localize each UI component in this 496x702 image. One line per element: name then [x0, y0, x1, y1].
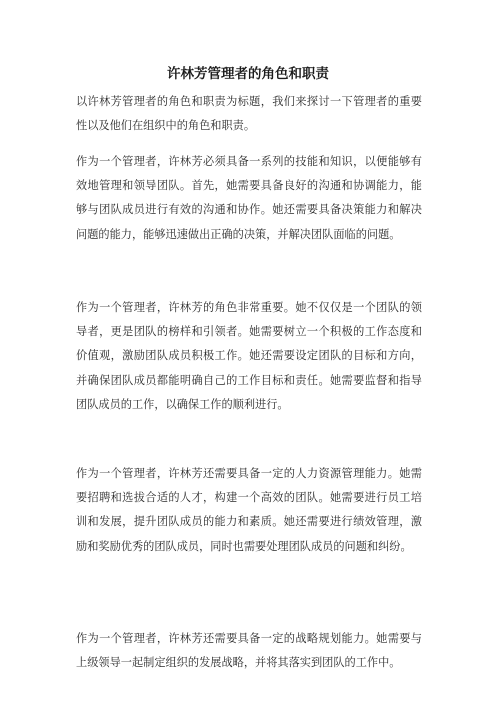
paragraph-intro: 以许林芳管理者的角色和职责为标题，我们来探讨一下管理者的重要性以及他们在组织中的角色和职责。	[76, 95, 422, 133]
document-title: 许林芳管理者的角色和职责	[167, 66, 329, 82]
paragraph-hr-management: 作为一个管理者，许林芳还需要具备一定的人力资源管理能力。她需要招聘和选拔合适的人才，构建一个高效的团队。她需要进行员工培训和发展，提升团队成员的能力和素质。她还需要进行绩效管理，激励和奖励优秀的团队成员，同时也需要处理团队成员的问题和纠纷。	[76, 467, 422, 553]
paragraph-strategy: 作为一个管理者，许林芳还需要具备一定的战略规划能力。她需要与上级领导一起制定组织的发展战略，并将其落实到团队的工作中。	[76, 632, 422, 670]
paragraph-role: 作为一个管理者，许林芳的角色非常重要。她不仅仅是一个团队的领导者，更是团队的榜样和引领者。她需要树立一个积极的工作态度和价值观，激励团队成员积极工作。她还需要设定团队的目标和方向，并确保团队成员都能明确自己的工作目标和责任。她需要监督和指导团队成员的工作，以确保工作的顺利进行。	[76, 301, 422, 411]
paragraph-skills: 作为一个管理者，许林芳必须具备一系列的技能和知识，以便能够有效地管理和领导团队。首先，她需要具备良好的沟通和协调能力，能够与团队成员进行有效的沟通和协作。她还需要具备决策能力和解决问题的能力，能够迅速做出正确的决策，并解决团队面临的问题。	[76, 155, 422, 241]
